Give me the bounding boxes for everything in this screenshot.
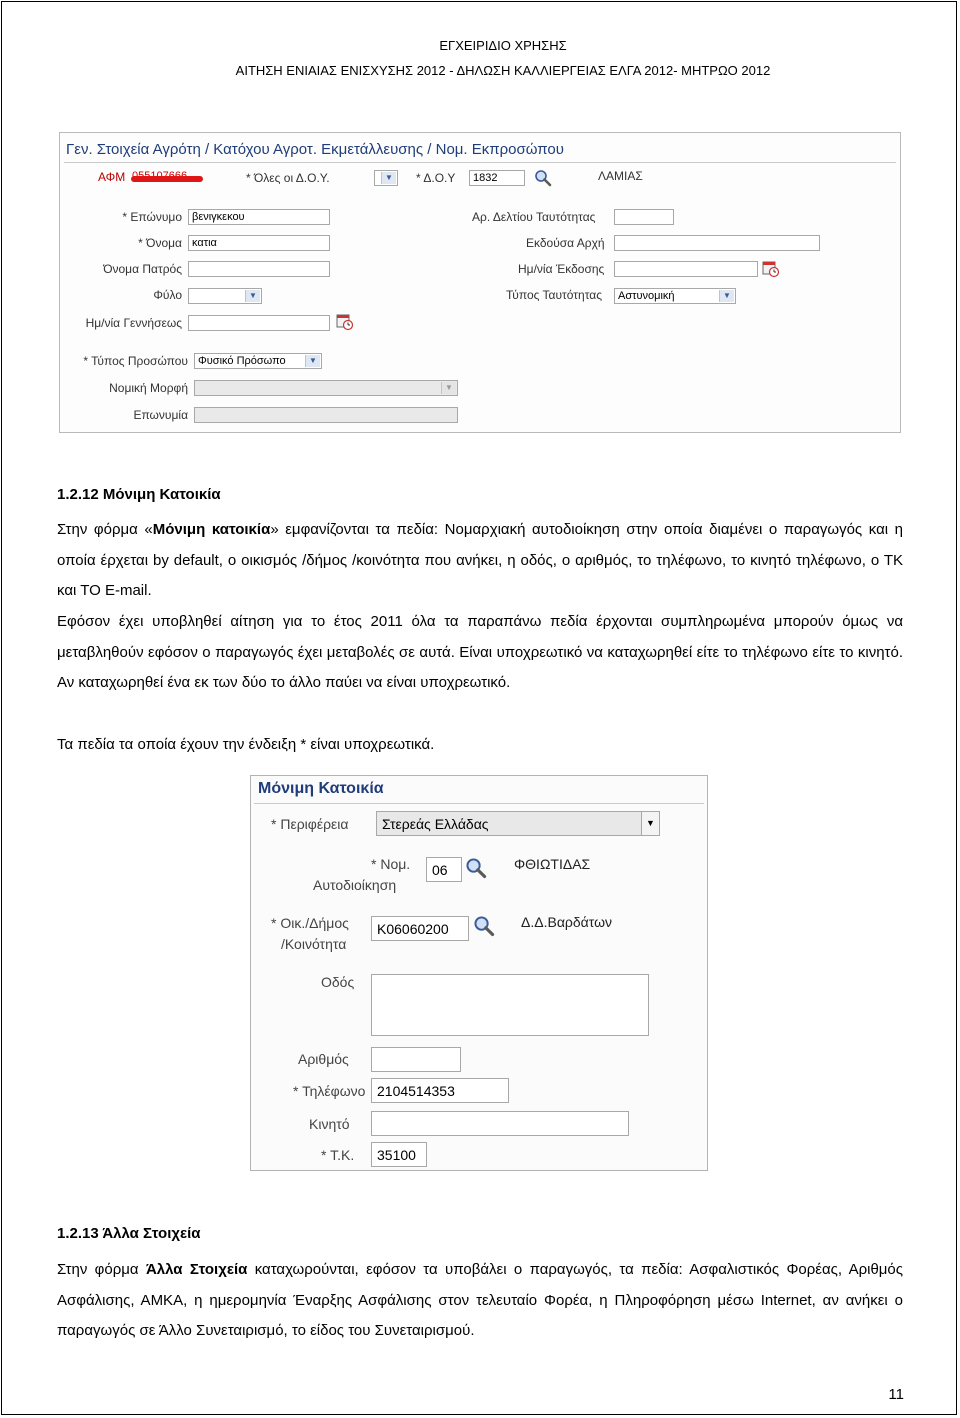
chevron-down-icon: ▼ [305,355,320,367]
form-title: Μόνιμη Κατοικία [258,780,384,797]
municipality-label-text: Οικ./Δήμος [280,915,349,931]
title-divider [254,803,704,804]
legal-form-select[interactable] [194,380,458,396]
required-star: * [271,816,277,832]
prefecture-label-text: Νομ. [380,856,411,872]
afm-label: ΑΦΜ [98,170,126,184]
paragraph-form-description [57,515,903,607]
p-pre: Στην φόρμα [57,1261,146,1278]
p-post: καταχωρούνται, εφόσον τα υποβάλει ο παραγωγός, τα πεδία: Ασφαλιστικός Φορέας, Αριθμός Ασφάλισης, ΑΜΚΑ, η ημερομηνία Έναρξης Ασφάλισης στον τελευταίο Φορέα, η Πληροφόρηση μέσω Internet, αν ανήκει ο παραγωγός σε Άλλο Συνεταιρισμό, το είδος του Συνεταιρισμού. [57,1261,904,1339]
permanent-residence-form-screenshot [250,775,708,1171]
required-star: * [138,236,143,250]
issuing-authority-label: Εκδούσα Αρχή [526,236,605,250]
doc-header-subtitle: ΑΙΤΗΣΗ ΕΝΙΑΙΑΣ ΕΝΙΣΧΥΣΗΣ 2012 - ΔΗΛΩΣΗ ΚΑΛΛΙΕΡΓΕΙΑΣ ΕΛΓΑ 2012- ΜΗΤΡΩΟ 2012 [235,63,771,78]
doy-label [416,171,455,185]
municipality-name: Δ.Δ.Βαρδάτων [521,914,613,930]
mobile-label: Κινητό [309,1116,350,1132]
prefecture-code-input[interactable]: 06 [426,857,462,882]
doy-code-input[interactable]: 1832 [469,170,525,186]
required-star: * [271,915,277,931]
page-number: 11 [888,1386,904,1403]
id-type-value: Αστυνομική [618,290,675,302]
id-number-label: Αρ. Δελτίου Ταυτότητας [472,210,596,224]
prefecture-label [371,856,410,872]
calendar-icon[interactable] [336,313,354,331]
mobile-input[interactable] [371,1111,629,1136]
person-type-label-text: Τύπος Προσώπου [91,354,188,368]
surname-input[interactable]: βενιγκεκου [188,209,330,225]
p1-post: » εμφανίζονται τα πεδία: Νομαρχιακή αυτοδιοίκηση στην οποία διαμένει ο παραγωγός και η οποία έρχεται by default, ο οικισμός /δήμος /κοινότητα που ανήκει, η οδός, ο αριθμός, το τηλέφωνο, το κινητό τηλέφωνο, ο ΤΚ και ΤΟ E-mail. [57,521,904,599]
search-icon[interactable] [534,169,552,187]
legal-form-label: Νομική Μορφή [109,381,188,395]
required-star: * [321,1147,327,1163]
prefecture-name: ΦΘΙΩΤΙΔΑΣ [514,856,591,872]
section-title-other-info: 1.2.13 Άλλα Στοιχεία [57,1225,201,1242]
region-select[interactable] [376,811,660,836]
surname-label-text: Επώνυμο [130,210,182,224]
person-type-value: Φυσικό Πρόσωπο [198,355,286,367]
father-name-label: Όνομα Πατρός [103,262,182,276]
id-type-select[interactable] [614,288,736,304]
all-doy-text: Όλες οι Δ.Ο.Υ. [254,171,330,185]
phone-input[interactable]: 2104514353 [371,1078,509,1103]
p1-bold: Μόνιμη κατοικία [152,521,271,538]
doy-label-text: Δ.Ο.Υ [423,171,456,185]
id-number-input[interactable] [614,209,674,225]
issue-date-input[interactable] [614,261,758,277]
municipality-label-line2: /Κοινότητα [281,936,347,952]
doy-name: ΛΑΜΙΑΣ [598,169,643,183]
birth-date-input[interactable] [188,315,330,331]
all-doy-select[interactable] [374,170,398,186]
zip-input[interactable]: 35100 [371,1142,427,1167]
required-star: * [122,210,128,224]
sex-label: Φύλο [153,288,182,302]
chevron-down-icon: ▼ [381,172,396,184]
name-label [52,236,182,250]
calendar-icon[interactable] [762,260,780,278]
zip-label-text: Τ.Κ. [330,1147,355,1163]
p-bold: Άλλα Στοιχεία [145,1261,248,1278]
chevron-down-icon: ▼ [641,812,659,835]
chevron-down-icon: ▼ [719,290,734,302]
paragraph-required-note: Τα πεδία τα οποία έχουν την ένδειξη * είναι υποχρεωτικά. [57,736,435,753]
required-star: * [293,1083,299,1099]
name-input[interactable]: κατια [188,235,330,251]
section-title-permanent-residence: 1.2.12 Μόνιμη Κατοικία [57,486,221,503]
required-star: * [246,171,251,185]
issue-date-label: Ημ/νία Έκδοσης [518,262,605,276]
region-label [271,816,349,832]
id-type-label: Τύπος Ταυτότητας [506,288,602,302]
prefecture-label-line2: Αυτοδιοίκηση [313,877,397,893]
name-label-text: Όνομα [146,236,182,250]
number-label: Αριθμός [298,1051,349,1067]
company-name-label: Επωνυμία [133,408,188,422]
all-doy-label [246,171,330,185]
title-divider [64,162,896,163]
person-type-select[interactable] [194,353,322,369]
father-name-input[interactable] [188,261,330,277]
municipality-code-input[interactable]: K06060200 [371,916,469,941]
street-textarea[interactable] [371,974,649,1036]
region-value: Στερεάς Ελλάδας [382,816,489,832]
search-icon[interactable] [473,915,495,937]
phone-label [293,1083,365,1099]
p1-pre: Στην φόρμα « [57,521,153,538]
redaction-mark [131,176,203,182]
birth-date-label: Ημ/νία Γεννήσεως [85,316,182,330]
issuing-authority-input[interactable] [614,235,820,251]
street-label: Οδός [321,974,355,990]
paragraph-other-info [57,1255,903,1347]
municipality-label [271,915,349,931]
form-title: Γεν. Στοιχεία Αγρότη / Κατόχου Αγροτ. Εκμετάλλευσης / Νομ. Εκπροσώπου [66,141,564,158]
number-input[interactable] [371,1047,461,1072]
company-name-input[interactable] [194,407,458,423]
sex-select[interactable] [188,288,262,304]
search-icon[interactable] [465,857,487,879]
phone-label-text: Τηλέφωνο [302,1083,366,1099]
person-type-label [58,354,188,368]
chevron-down-icon: ▼ [441,382,456,394]
chevron-down-icon: ▼ [245,290,260,302]
surname-label [52,210,182,224]
required-star: * [83,354,88,368]
zip-label [321,1147,354,1163]
required-star: * [371,856,377,872]
required-star: * [416,171,421,185]
doc-header-title: ΕΓΧΕΙΡΙΔΙΟ ΧΡΗΣΗΣ [439,38,567,53]
paragraph-prefill-info: Εφόσον έχει υποβληθεί αίτηση για το έτος 2011 όλα τα παραπάνω πεδία έρχονται συμπληρωμένα μπορούν όμως να μεταβληθούν εφόσον ο παραγωγός έχει μεταβολές σε αυτά. Είναι υποχρεωτικό να καταχωρηθεί είτε το τηλέφωνο είτε το κινητό. Αν καταχωρηθεί ένα εκ των δύο το άλλο παύει να είναι υποχρεωτικό. [57,613,903,691]
region-label-text: Περιφέρεια [280,816,349,832]
